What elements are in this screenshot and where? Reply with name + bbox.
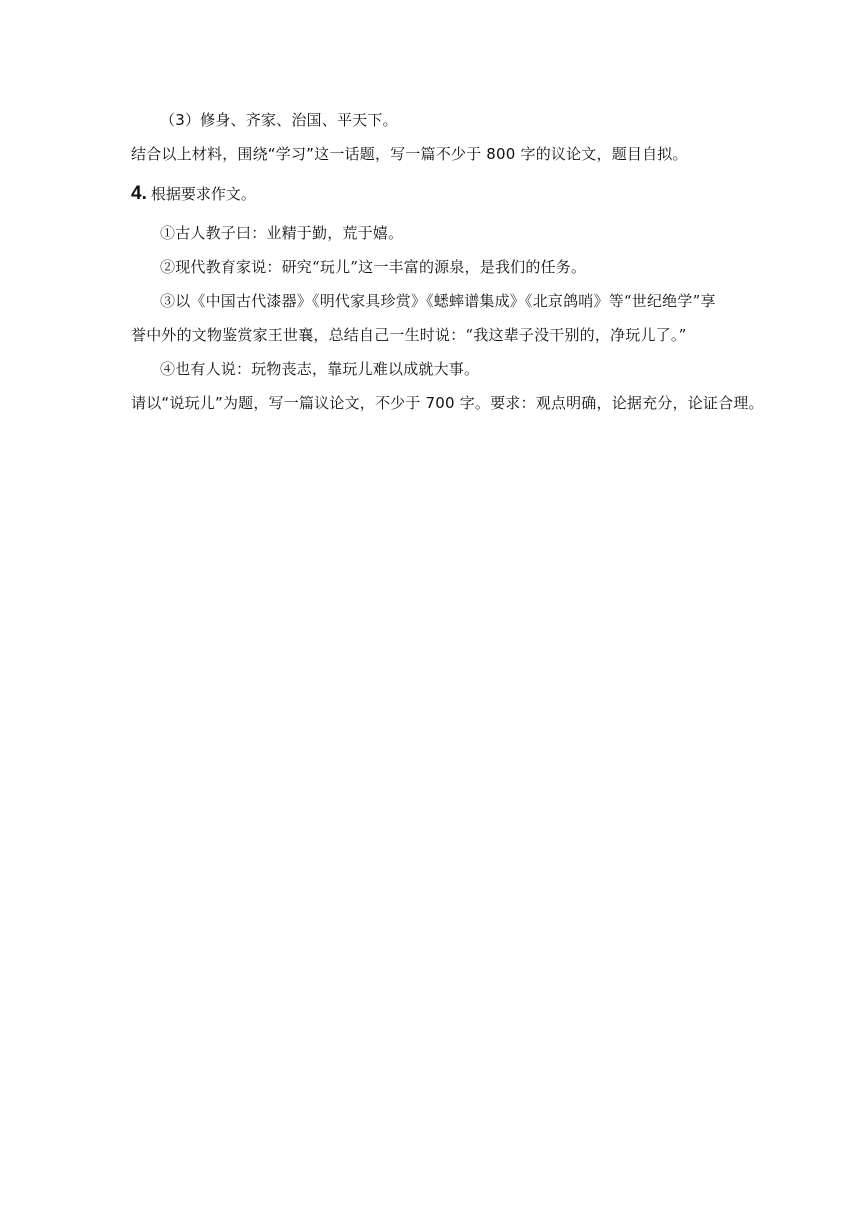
material-item-3: （3）修身、齐家、治国、平天下。	[160, 111, 398, 129]
material-1: ①古人教子曰：业精于勤，荒于嬉。	[160, 224, 404, 242]
question-number: 4	[131, 183, 142, 204]
material-3-line-1: ③以《中国古代漆器》《明代家具珍赏》《蟋蟀谱集成》《北京鸽哨》等“世纪绝学”享	[160, 292, 716, 310]
material-3-line-2: 誉中外的文物鉴赏家王世襄，总结自己一生时说：“我这辈子没干别的，净玩儿了。”	[131, 326, 687, 344]
question-title: 根据要求作文。	[150, 185, 256, 203]
essay-instruction-3: 结合以上材料，围绕“学习”这一话题，写一篇不少于 800 字的议论文，题目自拟。	[131, 145, 688, 163]
material-4: ④也有人说：玩物丧志，靠玩儿难以成就大事。	[160, 360, 480, 378]
question-number-dot: .	[141, 183, 147, 204]
material-2: ②现代教育家说：研究“玩儿”这一丰富的源泉，是我们的任务。	[160, 258, 587, 276]
question-4-heading	[131, 183, 256, 205]
essay-instruction-4: 请以“说玩儿”为题，写一篇议论文，不少于 700 字。要求：观点明确，论据充分，论证合理。	[131, 394, 764, 412]
